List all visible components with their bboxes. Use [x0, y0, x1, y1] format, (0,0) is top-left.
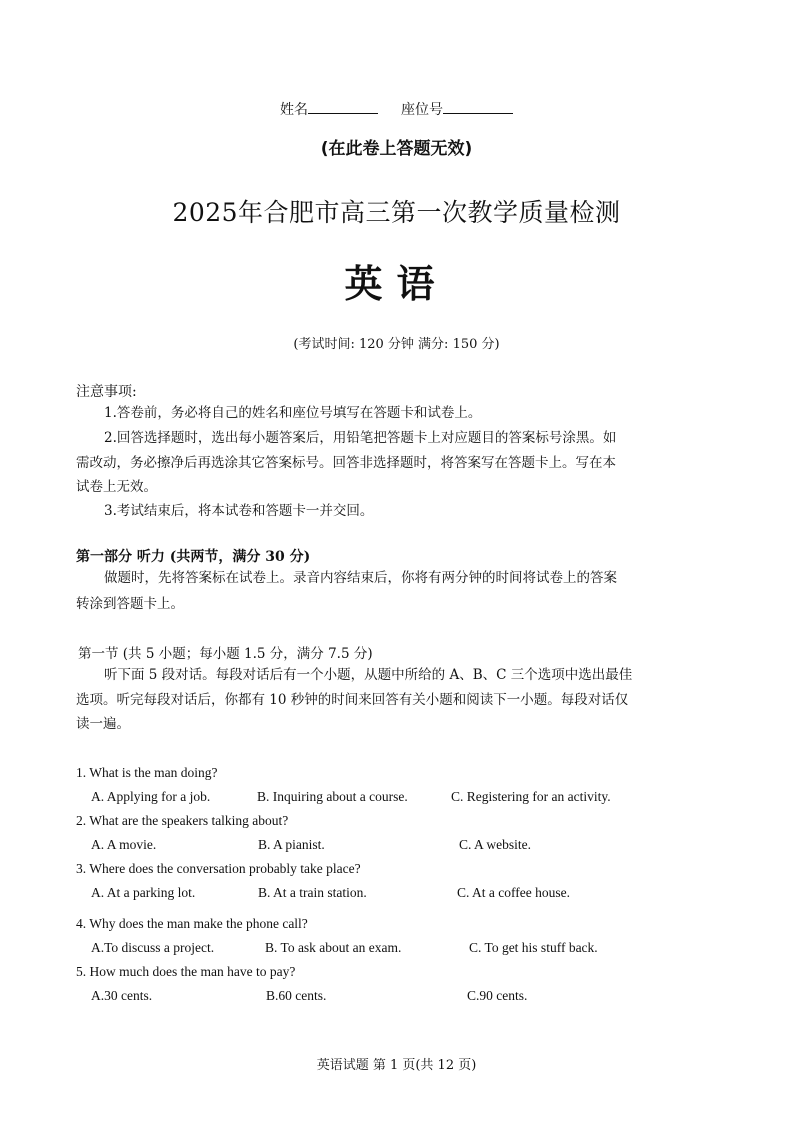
subject-title: 英语 [344, 262, 449, 306]
instruction-item-2-line-1: 2.回答选择题时，选出每小题答案后，用铅笔把答题卡上对应题目的答案标号涂黑。如 [104, 430, 617, 446]
part1-heading: 第一部分 听力 (共两节，满分 30 分) [76, 549, 311, 565]
option-b: B.60 cents. [266, 988, 327, 1003]
option-b: B. To ask about an exam. [265, 940, 402, 955]
question-stem: 2. What are the speakers talking about? [76, 813, 289, 828]
option-c: C. Registering for an activity. [451, 789, 611, 804]
question-stem: 5. How much does the man have to pay? [76, 964, 296, 979]
seat-label: 座位号 [400, 102, 443, 118]
option-a: A. At a parking lot. [91, 885, 196, 900]
section1-desc-line-2: 选项。听完每段对话后，你都有 10 秒钟的时间来回答有关小题和阅读下一小题。每段对话仅 [76, 692, 629, 708]
question-stem: 3. Where does the conversation probably take place? [76, 861, 361, 876]
section1-desc-line-1: 听下面 5 段对话。每段对话后有一个小题，从题中所给的 A、B、C 三个选项中选出最佳 [104, 667, 633, 683]
name-blank [308, 101, 378, 114]
invalid-note: (在此卷上答题无效) [320, 139, 473, 159]
part1-desc-line-1: 做题时，先将答案标在试卷上。录音内容结束后，你将有两分钟的时间将试卷上的答案 [104, 570, 617, 586]
question-stem: 4. Why does the man make the phone call? [76, 916, 308, 931]
option-c: C. At a coffee house. [457, 885, 570, 900]
option-c: C. A website. [459, 837, 532, 852]
option-b: B. Inquiring about a course. [257, 789, 408, 804]
question-stem: 1. What is the man doing? [76, 765, 218, 780]
exam-title: 2025年合肥市高三第一次教学质量检测 [172, 198, 621, 227]
exam-info: (考试时间: 120 分钟 满分: 150 分) [293, 337, 500, 352]
instructions-heading: 注意事项: [76, 384, 137, 400]
page-footer: 英语试题 第 1 页(共 12 页) [316, 1058, 477, 1073]
option-a: A. Applying for a job. [91, 789, 211, 804]
option-c: C.90 cents. [467, 988, 528, 1003]
option-a: A. A movie. [91, 837, 157, 852]
instruction-item-1: 1.答卷前，务必将自己的姓名和座位号填写在答题卡和试卷上。 [104, 405, 482, 421]
instruction-item-2-line-3: 试卷上无效。 [76, 479, 157, 495]
option-a: A.To discuss a project. [91, 940, 215, 955]
name-label: 姓名 [280, 102, 309, 118]
option-a: A.30 cents. [91, 988, 153, 1003]
seat-blank [443, 101, 513, 114]
option-b: B. A pianist. [258, 837, 325, 852]
option-b: B. At a train station. [258, 885, 367, 900]
instruction-item-2-line-2: 需改动，务必擦净后再选涂其它答案标号。回答非选择题时，将答案写在答题卡上。写在本 [76, 455, 616, 471]
option-c: C. To get his stuff back. [469, 940, 598, 955]
section1-heading: 第一节 (共 5 小题；每小题 1.5 分，满分 7.5 分) [78, 646, 373, 662]
instruction-item-3: 3.考试结束后，将本试卷和答题卡一并交回。 [104, 503, 374, 519]
part1-desc-line-2: 转涂到答题卡上。 [76, 596, 184, 612]
section1-desc-line-3: 读一遍。 [76, 716, 130, 732]
name-seat-line [0, 99, 793, 119]
